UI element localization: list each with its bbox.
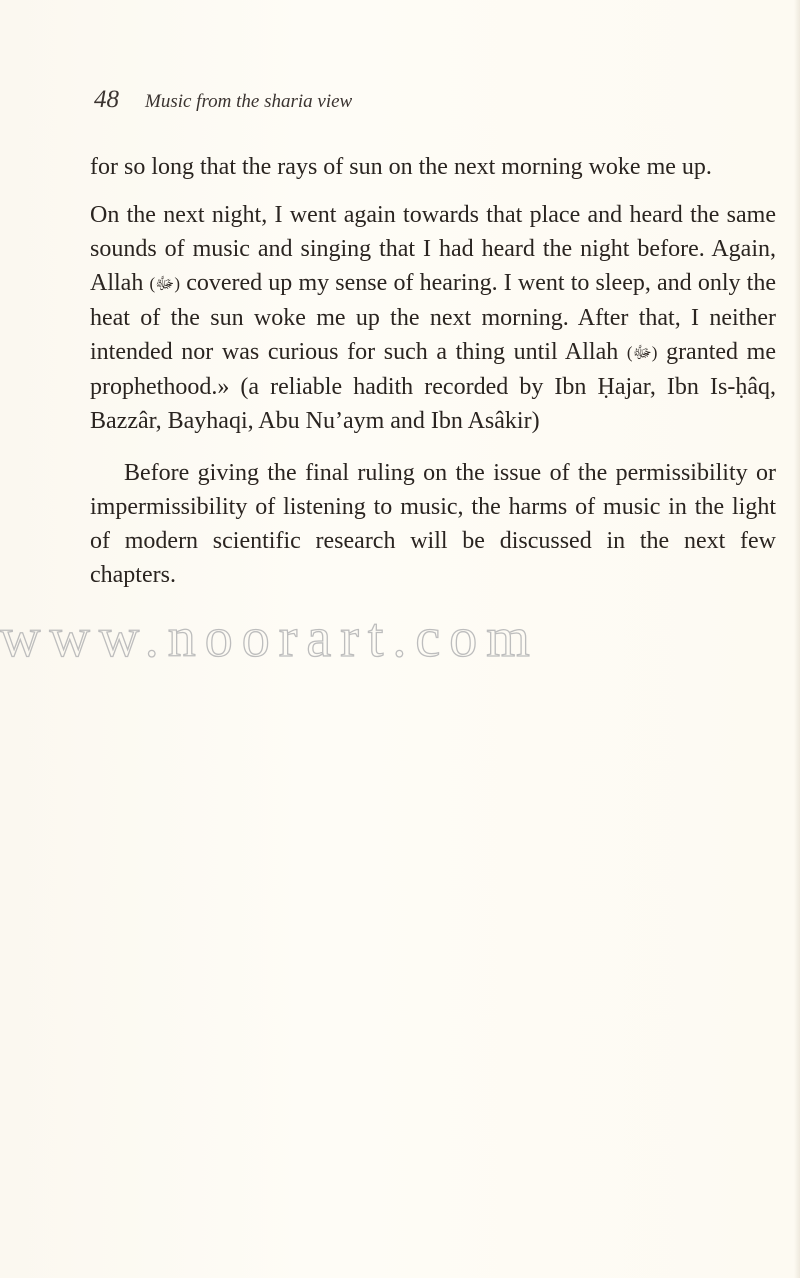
book-title: Music from the sharia view — [145, 91, 353, 112]
honorific-symbol: (ﷻ) — [149, 274, 181, 293]
honorific-symbol: (ﷻ) — [626, 343, 658, 362]
running-header — [94, 86, 352, 114]
paragraph-3: Before giving the final ruling on the issue of the permissibility or impermissibility of listening to music, the harms of music in the light of modern scientific research will be discussed in the next few chapters. — [90, 460, 776, 588]
page-number: 48 — [94, 86, 119, 113]
paragraph-2 — [90, 198, 776, 438]
page-edge-shadow — [794, 0, 800, 1278]
paragraph-2-part-1: On the next night, I went again towards that place and heard the same sounds of music and singing that I had heard the night before. Again, Allah — [90, 202, 776, 296]
paragraph-2-part-3: granted me prophethood.» (a reliable hadith recorded by Ibn Ḥajar, Ibn Is-ḥâq, Bazzâr, Bayhaqi, Abu Nu’aym and Ibn Asâkir) — [90, 339, 776, 434]
watermark: www.noorart.com — [0, 608, 539, 668]
paragraph-1: for so long that the rays of sun on the next morning woke me up. — [90, 154, 712, 180]
body-text — [90, 150, 776, 592]
paragraph-2-part-2: covered up my sense of hearing. I went to sleep, and only the heat of the sun woke me up the next morning. After that, I neither intended nor was curious for such a thing until Allah — [90, 270, 776, 365]
